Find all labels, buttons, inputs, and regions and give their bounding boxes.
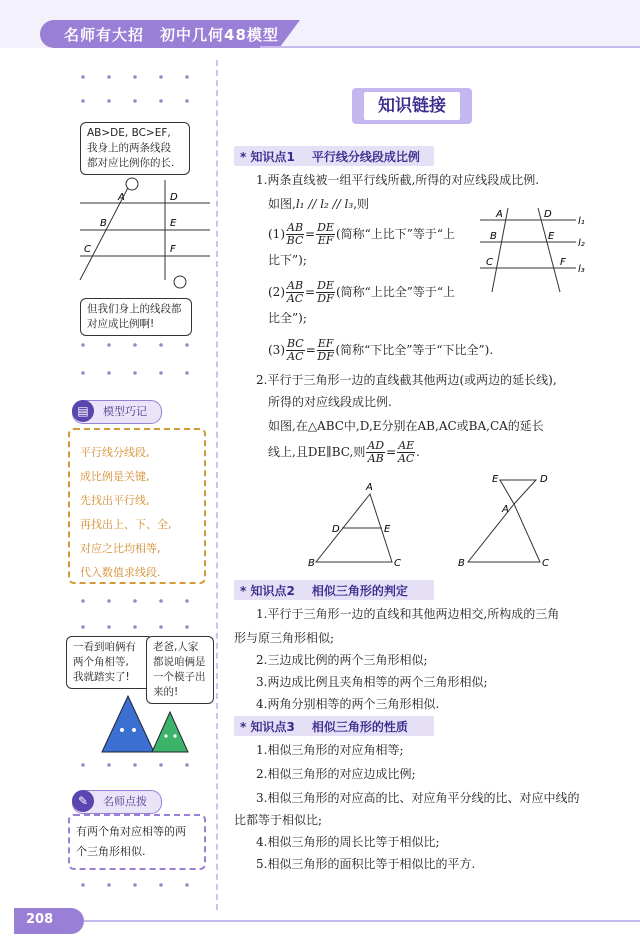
kp2-title: 相似三角形的判定 bbox=[311, 584, 408, 598]
label-l1: l₁ bbox=[578, 216, 585, 227]
kp3-title: 相似三角形的性质 bbox=[311, 720, 408, 734]
label-b: B bbox=[490, 231, 497, 242]
dot-row bbox=[70, 624, 200, 630]
kp1-formula2: (2) $\frac{AB}{AC}$ = $\frac{DE}{DF}$ (简称“上比全”等于“上 bbox=[268, 279, 456, 305]
kp2-tag: * 知识点2 bbox=[240, 584, 295, 598]
dot-row bbox=[70, 370, 200, 376]
dot-row bbox=[70, 882, 200, 888]
svg-text:C: C bbox=[542, 558, 549, 569]
kp1-formula2-cont: 比全”); bbox=[268, 311, 307, 325]
memo-line: 平行线分线段, bbox=[80, 446, 150, 459]
bubble-line: 一看到咱俩有 bbox=[73, 641, 136, 653]
bubble-line: 都对应比例你的长. bbox=[87, 157, 175, 169]
memo-line: 先找出平行线, bbox=[80, 494, 150, 507]
label-c: C bbox=[486, 257, 493, 268]
header-rule bbox=[260, 46, 640, 48]
memo-tag bbox=[72, 400, 162, 424]
svg-text:B: B bbox=[458, 558, 465, 569]
cartoon-face-icon bbox=[126, 178, 138, 190]
kp1-intro: 如图,l₁ // l₂ // l₃,则 bbox=[268, 197, 370, 211]
footer-rule bbox=[84, 920, 640, 922]
label-c: C bbox=[84, 244, 91, 255]
kp1-item2a: 2.平行于三角形一边的直线截其他两边(或两边的延长线), bbox=[256, 373, 557, 387]
label-e: E bbox=[170, 218, 177, 229]
label-f: F bbox=[170, 244, 176, 255]
memo-line: 代入数值求线段. bbox=[80, 566, 161, 579]
small-triangle-icon bbox=[152, 712, 188, 752]
tip-line: 有两个角对应相等的两 bbox=[76, 825, 186, 838]
label-b: B bbox=[100, 218, 107, 229]
triangle-ade-2 bbox=[500, 480, 536, 504]
kp1-title: 平行线分线段成比例 bbox=[311, 150, 420, 164]
kp3-line: 3.相似三角形的对应高的比、对应角平分线的比、对应中线的 bbox=[256, 791, 580, 805]
parallel-lines-sketch bbox=[70, 170, 210, 290]
kp2-line: 3.两边成比例且夹角相等的两个三角形相似; bbox=[256, 675, 488, 689]
kp3-line: 5.相似三角形的面积比等于相似比的平方. bbox=[256, 857, 476, 871]
kp2-header bbox=[234, 580, 434, 600]
section-title: 知识链接 bbox=[364, 92, 460, 120]
svg-text:A: A bbox=[366, 482, 373, 493]
dot-row bbox=[70, 598, 200, 604]
label-l2: l₂ bbox=[578, 238, 585, 249]
triangle-figures bbox=[304, 470, 564, 570]
kp2-line: 4.两角分别相等的两个三角形相似. bbox=[256, 697, 440, 711]
dot-row bbox=[70, 762, 200, 768]
label-f: F bbox=[560, 257, 566, 268]
bubble-line: 但我们身上的线段都 bbox=[87, 303, 182, 315]
kp1-header bbox=[234, 146, 434, 166]
svg-text:D: D bbox=[332, 524, 340, 535]
svg-text:E: E bbox=[492, 474, 499, 485]
bubble-line: 两个角相等, bbox=[73, 656, 129, 668]
svg-text:A: A bbox=[502, 504, 509, 515]
big-triangle-icon bbox=[102, 696, 154, 752]
sidebar-divider bbox=[216, 60, 218, 910]
bubble-line: 我身上的两条线段 bbox=[87, 142, 171, 154]
bubble-line: 都说咱俩是 bbox=[153, 656, 206, 668]
tip-tag-label: 名师点拨 bbox=[72, 790, 162, 814]
kp3-line: 比都等于相似比; bbox=[234, 813, 323, 827]
bubble-line: 一个模子出 bbox=[153, 671, 206, 683]
bubble-line: 我就踏实了! bbox=[73, 671, 130, 683]
svg-text:E: E bbox=[384, 524, 391, 535]
transversal-1 bbox=[492, 208, 508, 292]
speech-bubble-left bbox=[66, 636, 154, 689]
kp1-item2d: 线上,且DE∥BC,则 $\frac{AD}{AB}$ = $\frac{AE}{AC}$ . bbox=[268, 439, 420, 465]
label-a: A bbox=[496, 209, 503, 220]
label-a: A bbox=[118, 192, 125, 203]
svg-text:D: D bbox=[540, 474, 548, 485]
bubble-line: 老爸,人家 bbox=[153, 641, 199, 653]
kp1-item1: 1.两条直线被一组平行线所截,所得的对应线段成比例. bbox=[256, 173, 540, 187]
cartoon-face-icon bbox=[174, 276, 186, 288]
tip-box bbox=[68, 814, 206, 870]
speech-bubble-top bbox=[80, 122, 190, 175]
kp3-line: 1.相似三角形的对应角相等; bbox=[256, 743, 404, 757]
label-e: E bbox=[548, 231, 555, 242]
kp3-header bbox=[234, 716, 434, 736]
header-title: 名师有大招 初中几何48模型 bbox=[64, 26, 279, 44]
label-l3: l₃ bbox=[578, 264, 585, 275]
kp3-line: 2.相似三角形的对应边成比例; bbox=[256, 767, 416, 781]
bubble-line: 对应成比例啊! bbox=[87, 318, 155, 330]
bubble-line: AB>DE, BC>EF, bbox=[87, 127, 171, 139]
memo-line: 对应之比均相等, bbox=[80, 542, 161, 555]
tip-line: 个三角形相似. bbox=[76, 845, 146, 858]
kp1-item2c: 如图,在△ABC中,D,E分别在AB,AC或BA,CA的延长 bbox=[268, 419, 544, 433]
kp2-line: 2.三边成比例的两个三角形相似; bbox=[256, 653, 428, 667]
memo-line: 再找出上、下、全, bbox=[80, 518, 172, 531]
kp1-formula1-cont: 比下”); bbox=[268, 253, 307, 267]
page-number: 208 bbox=[26, 912, 54, 927]
svg-text:C: C bbox=[394, 558, 401, 569]
transversal-2 bbox=[538, 208, 560, 292]
kp3-line: 4.相似三角形的周长比等于相似比; bbox=[256, 835, 440, 849]
label-d: D bbox=[170, 192, 178, 203]
kp1-tag: * 知识点1 bbox=[240, 150, 295, 164]
kp2-line: 形与原三角形相似; bbox=[234, 631, 335, 645]
kp1-item2b: 所得的对应线段成比例. bbox=[268, 395, 392, 409]
book-icon: ▤ bbox=[72, 400, 94, 422]
kp1-formula3: (3) $\frac{BC}{AC}$ = $\frac{EF}{DF}$ (简称“下比全”等于“下比全”). bbox=[268, 337, 494, 363]
dot-row bbox=[70, 98, 200, 104]
dot-row bbox=[70, 74, 200, 80]
kp1-formula1: (1) $\frac{AB}{BC}$ = $\frac{DE}{EF}$ (简称“上比下”等于“上 bbox=[268, 221, 456, 247]
svg-text:B: B bbox=[308, 558, 315, 569]
tip-tag bbox=[72, 790, 162, 814]
kp3-tag: * 知识点3 bbox=[240, 720, 295, 734]
memo-tag-label: 模型巧记 bbox=[72, 400, 162, 424]
label-d: D bbox=[544, 209, 552, 220]
dot-row bbox=[70, 342, 200, 348]
bubble-line: 来的! bbox=[153, 686, 179, 698]
triangle-characters bbox=[90, 694, 200, 756]
memo-line: 成比例是关键, bbox=[80, 470, 150, 483]
speech-bubble-bottom bbox=[80, 298, 192, 336]
kp2-line: 1.平行于三角形一边的直线和其他两边相交,所构成的三角 bbox=[256, 607, 560, 621]
pen-icon: ✎ bbox=[72, 790, 94, 812]
parallel-lines-figure bbox=[476, 204, 592, 296]
